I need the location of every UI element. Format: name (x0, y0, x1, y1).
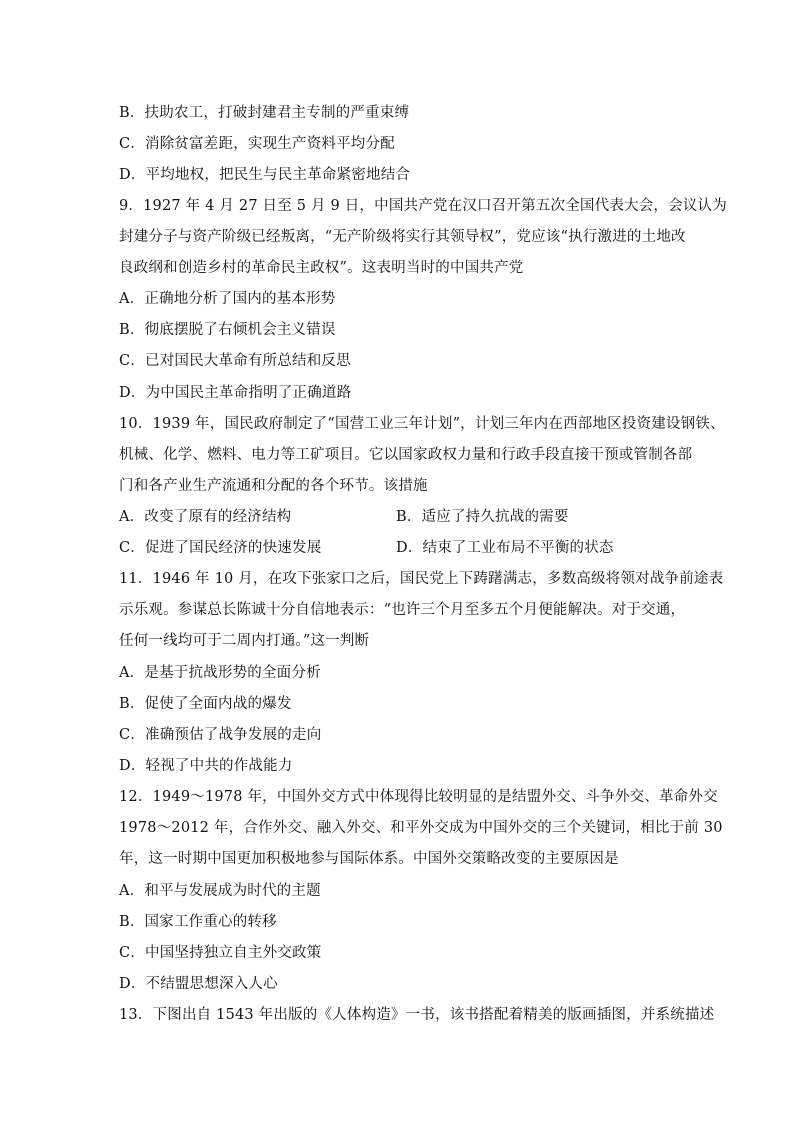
q11-option-b: B．促使了全面内战的爆发 (119, 696, 292, 712)
q9-stem-line-3: 良政纲和创造乡村的革命民主政权”。这表明当时的中国共产党 (119, 260, 524, 276)
q8-option-d: D．平均地权，把民生与民主革命紧密地结合 (119, 167, 411, 183)
q10-stem-line-2: 机械、化学、燃料、电力等工矿项目。它以国家政权力量和行政手段直接干预或管制各部 (119, 447, 693, 463)
q11-option-c: C．准确预估了战争发展的走向 (119, 727, 322, 743)
q9-option-d: D．为中国民主革命指明了正确道路 (119, 385, 352, 401)
q11-stem-line-1: 11．1946 年 10 月，在攻下张家口之后，国民党上下踌躇满志，多数高级将领对战争前途表 (119, 571, 724, 587)
q10-option-a: A．改变了原有的经济结构 (119, 509, 292, 525)
q12-option-c: C．中国坚持独立自主外交政策 (119, 945, 322, 961)
q12-option-a: A．和平与发展成为时代的主题 (119, 883, 321, 899)
q12-stem-line-1: 12．1949～1978 年，中国外交方式中体现得比较明显的是结盟外交、斗争外交、革命外交 (119, 789, 718, 805)
q9-option-c: C．已对国民大革命有所总结和反思 (119, 353, 351, 369)
q8-option-c: C．消除贫富差距，实现生产资料平均分配 (119, 136, 395, 152)
q9-stem-line-2: 封建分子与资产阶级已经叛离，“无产阶级将实行其领导权”，党应该“执行激进的土地改 (119, 229, 686, 245)
q12-option-d: D．不结盟思想深入人心 (119, 976, 278, 992)
q10-option-b: B．适应了持久抗战的需要 (396, 509, 569, 525)
q13-stem-line-1: 13．下图出自 1543 年出版的《人体构造》一书，该书搭配着精美的版画插图，并系统描述 (119, 1007, 715, 1023)
q9-option-b: B．彻底摆脱了右倾机会主义错误 (119, 322, 336, 338)
q9-option-a: A．正确地分析了国内的基本形势 (119, 291, 336, 307)
q11-stem-line-2: 示乐观。参谋总长陈诚十分自信地表示：“也许三个月至多五个月便能解决。对于交通， (119, 602, 686, 618)
q8-option-b: B．扶助农工，打破封建君主专制的严重束缚 (119, 105, 410, 121)
q12-stem-line-2: 1978～2012 年，合作外交、融入外交、和平外交成为中国外交的三个关键词，相比于前 30 (119, 820, 723, 836)
q10-option-c: C．促进了国民经济的快速发展 (119, 540, 322, 556)
q10-stem-line-3: 门和各产业生产流通和分配的各个环节。该措施 (119, 478, 428, 494)
q11-option-a: A．是基于抗战形势的全面分析 (119, 665, 321, 681)
q10-option-d: D．结束了工业布局不平衡的状态 (396, 540, 614, 556)
q12-stem-line-3: 年，这一时期中国更加积极地参与国际体系。中国外交策略改变的主要原因是 (119, 851, 619, 867)
q11-stem-line-3: 任何一线均可于二周内打通。”这一判断 (119, 633, 370, 649)
q10-stem-line-1: 10．1939 年，国民政府制定了“国营工业三年计划”，计划三年内在西部地区投资建设钢铁、 (119, 416, 725, 432)
q11-option-d: D．轻视了中共的作战能力 (119, 758, 293, 774)
q12-option-b: B．国家工作重心的转移 (119, 914, 277, 930)
q9-stem-line-1: 9．1927 年 4 月 27 日至 5 月 9 日，中国共产党在汉口召开第五次全国代表大会，会议认为 (119, 198, 727, 214)
